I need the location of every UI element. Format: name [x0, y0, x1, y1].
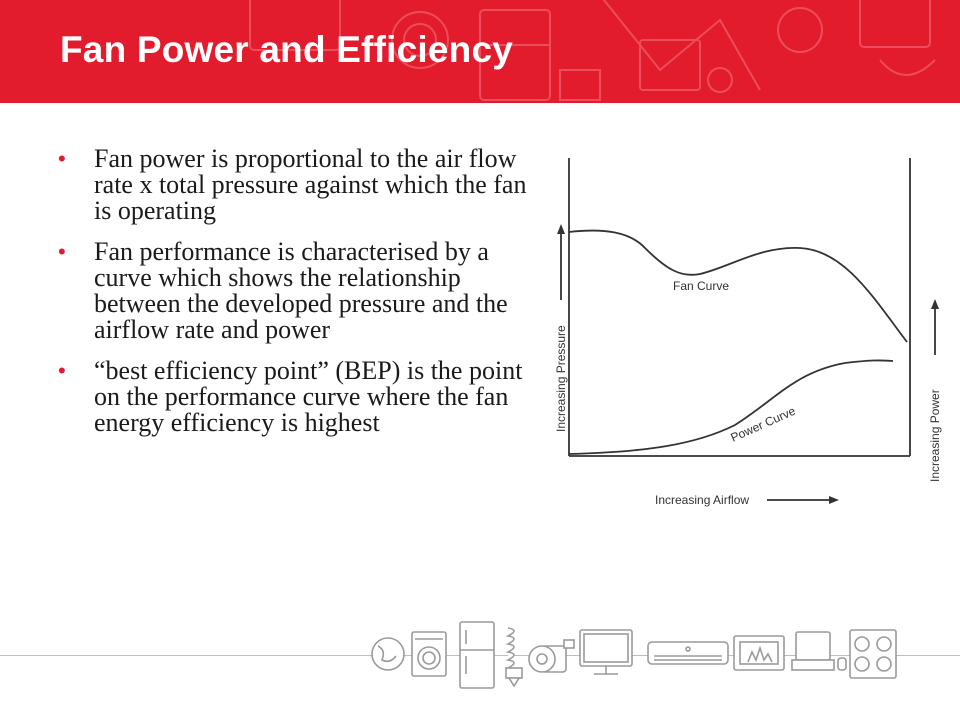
bullet-marker: • [58, 146, 66, 171]
power-curve [569, 360, 893, 454]
cooktop-icon [850, 630, 896, 678]
footer-appliance-strip [368, 616, 908, 694]
airflow-arrowhead-icon [829, 496, 839, 504]
bullet-marker: • [58, 239, 66, 264]
bullet-text: Fan power is proportional to the air flow rate x total pressure against which the fan is operating [94, 144, 527, 225]
power-arrowhead-icon [931, 299, 939, 309]
cfl-bulb-icon [506, 628, 522, 686]
air-conditioner-icon [648, 642, 728, 664]
fan-curve [569, 231, 907, 342]
globe-icon [372, 638, 404, 670]
computer-icon [792, 632, 846, 670]
bullet-text: Fan performance is characterised by a curve which shows the relationship between the developed pressure and the airflow rate and power [94, 237, 508, 344]
television-icon [580, 630, 632, 674]
title-bar [0, 0, 960, 103]
washing-machine-icon [412, 632, 446, 676]
bullet-item [58, 358, 538, 436]
motor-icon [529, 640, 574, 672]
fireplace-icon [734, 636, 784, 670]
fan-curve-diagram [545, 150, 950, 520]
bullet-marker: • [58, 358, 66, 383]
bullet-item [58, 146, 538, 224]
slide-title: Fan Power and Efficiency [60, 29, 514, 70]
power-curve-label: Power Curve [728, 403, 798, 445]
x-axis-label: Increasing Airflow [655, 493, 750, 507]
y-axis-left-label: Increasing Pressure [554, 325, 568, 432]
bullet-list [58, 146, 538, 451]
refrigerator-icon [460, 622, 494, 688]
fan-curve-label: Fan Curve [673, 279, 730, 293]
bullet-item [58, 239, 538, 343]
bullet-text: “best efficiency point” (BEP) is the point on the performance curve where the fan energy efficiency is highest [94, 356, 523, 437]
y-axis-right-label: Increasing Power [928, 389, 942, 482]
pressure-arrowhead-icon [557, 224, 565, 234]
